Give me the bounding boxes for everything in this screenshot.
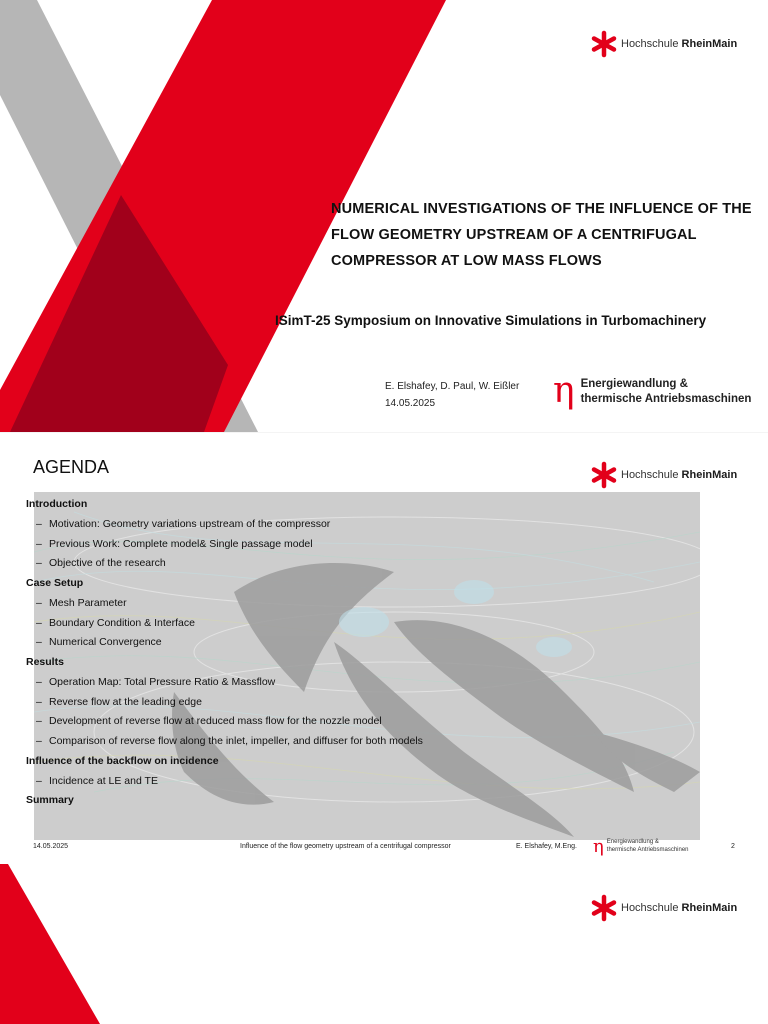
agenda-subitem: – Numerical Convergence xyxy=(36,636,162,649)
agenda-slide xyxy=(0,432,768,865)
agenda-subitem: – Reverse flow at the leading edge xyxy=(36,695,202,708)
agenda-subitem: – Comparison of reverse flow along the inlet, impeller, and diffuser for both models xyxy=(36,735,423,747)
agenda-section: Results xyxy=(26,656,64,668)
agenda-section: Introduction xyxy=(26,498,88,510)
asterisk-logo-icon xyxy=(590,894,618,922)
agenda-subitem: – Previous Work: Complete model& Single passage model xyxy=(36,537,313,550)
university-logo xyxy=(590,30,737,58)
agenda-heading: AGENDA xyxy=(33,457,110,477)
agenda-subitem: – Motivation: Geometry variations upstream of the compressor xyxy=(36,517,331,530)
footer-title: Influence of the flow geometry upstream of a centrifugal compressor xyxy=(240,843,451,850)
asterisk-logo-icon xyxy=(590,30,618,58)
footer-date: 14.05.2025 xyxy=(33,843,69,850)
agenda-section: Summary xyxy=(26,794,74,807)
asterisk-logo-icon xyxy=(590,461,618,489)
agenda-subitem: – Development of reverse flow at reduced mass flow for the nozzle model xyxy=(36,715,382,728)
university-name: Hochschule RheinMain xyxy=(621,469,738,481)
authors-block xyxy=(385,378,519,412)
agenda-subitem: – Objective of the research xyxy=(36,557,166,570)
footer-author: E. Elshafey, M.Eng. xyxy=(516,843,577,850)
chair-logo: η Energiewandlung & thermische Antriebsmaschinen xyxy=(553,370,752,411)
agenda-subitem: – Mesh Parameter xyxy=(36,596,127,609)
authors: E. Elshafey, D. Paul, W. Eißler xyxy=(385,381,520,392)
university-logo xyxy=(590,461,737,489)
page-number: 2 xyxy=(731,843,735,850)
slide-decoration xyxy=(0,864,768,1024)
university-name: Hochschule RheinMain xyxy=(621,902,738,914)
red-stripe xyxy=(0,864,100,1024)
symposium-subtitle: ISimT-25 Symposium on Innovative Simulations in Turbomachinery xyxy=(275,313,707,328)
agenda-section: Case Setup xyxy=(26,577,84,589)
next-slide-partial xyxy=(0,864,768,1024)
agenda-section: Influence of the backflow on incidence xyxy=(26,754,219,767)
title-slide xyxy=(0,0,768,432)
eta-icon: η xyxy=(553,370,575,411)
university-name: Hochschule RheinMain xyxy=(621,38,738,50)
agenda-subitem: – Incidence at LE and TE xyxy=(36,774,158,787)
footer-chair-logo: η Energiewandlung & thermische Antriebsmaschinen xyxy=(593,836,689,857)
university-logo xyxy=(590,894,737,922)
presentation-date: 14.05.2025 xyxy=(385,398,436,409)
agenda-subitem: – Operation Map: Total Pressure Ratio & Massflow xyxy=(36,675,276,688)
agenda-subitem: – Boundary Condition & Interface xyxy=(36,616,195,629)
presentation-title: NUMERICAL INVESTIGATIONS OF THE INFLUENCE OF THE FLOW GEOMETRY UPSTREAM OF A CENTRIFUGAL COMPRESSOR AT LOW MASS FLOWS xyxy=(331,201,752,269)
agenda-list xyxy=(26,495,706,811)
eta-icon: η xyxy=(593,836,604,857)
